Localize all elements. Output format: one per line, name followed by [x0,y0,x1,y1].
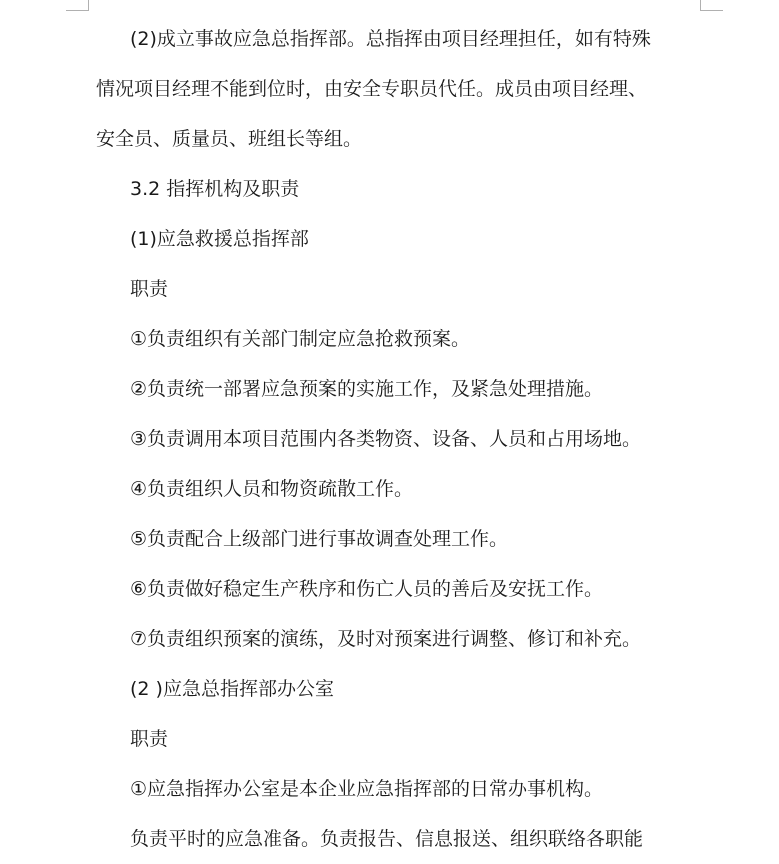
page-corner-mark-right [700,0,723,11]
duty-item-5: ⑤负责配合上级部门进行事故调查处理工作。 [130,528,509,550]
duty-item-1: ①负责组织有关部门制定应急抢救预案。 [130,328,471,350]
label-duties-2: 职责 [130,728,169,750]
paragraph-command-setup: (2)成立事故应急总指挥部。总指挥由项目经理担任，如有特殊 [130,28,651,50]
office-duty-item-1: ①应急指挥办公室是本企业应急指挥部的日常办事机构。 [130,778,604,800]
paragraph-command-setup-cont-1: 情况项目经理不能到位时，由安全专职员代任。成员由项目经理、 [96,78,648,100]
subheading-rescue-command: (1)应急救援总指挥部 [130,228,309,250]
duty-item-6: ⑥负责做好稳定生产秩序和伤亡人员的善后及安抚工作。 [130,578,604,600]
page-corner-mark-left [66,0,89,11]
subheading-command-office: (2 )应急总指挥部办公室 [130,678,334,700]
office-duty-item-2: 负责平时的应急准备。负责报告、信息报送、组织联络各职能 [130,828,644,850]
section-heading-3-2: 3.2 指挥机构及职责 [130,178,300,200]
paragraph-command-setup-cont-2: 安全员、质量员、班组长等组。 [96,128,363,150]
duty-item-7: ⑦负责组织预案的演练，及时对预案进行调整、修订和补充。 [130,628,642,650]
document-body [96,14,696,864]
duty-item-3: ③负责调用本项目范围内各类物资、设备、人员和占用场地。 [130,428,642,450]
duty-item-4: ④负责组织人员和物资疏散工作。 [130,478,414,500]
label-duties-1: 职责 [130,278,169,300]
duty-item-2: ②负责统一部署应急预案的实施工作，及紧急处理措施。 [130,378,604,400]
